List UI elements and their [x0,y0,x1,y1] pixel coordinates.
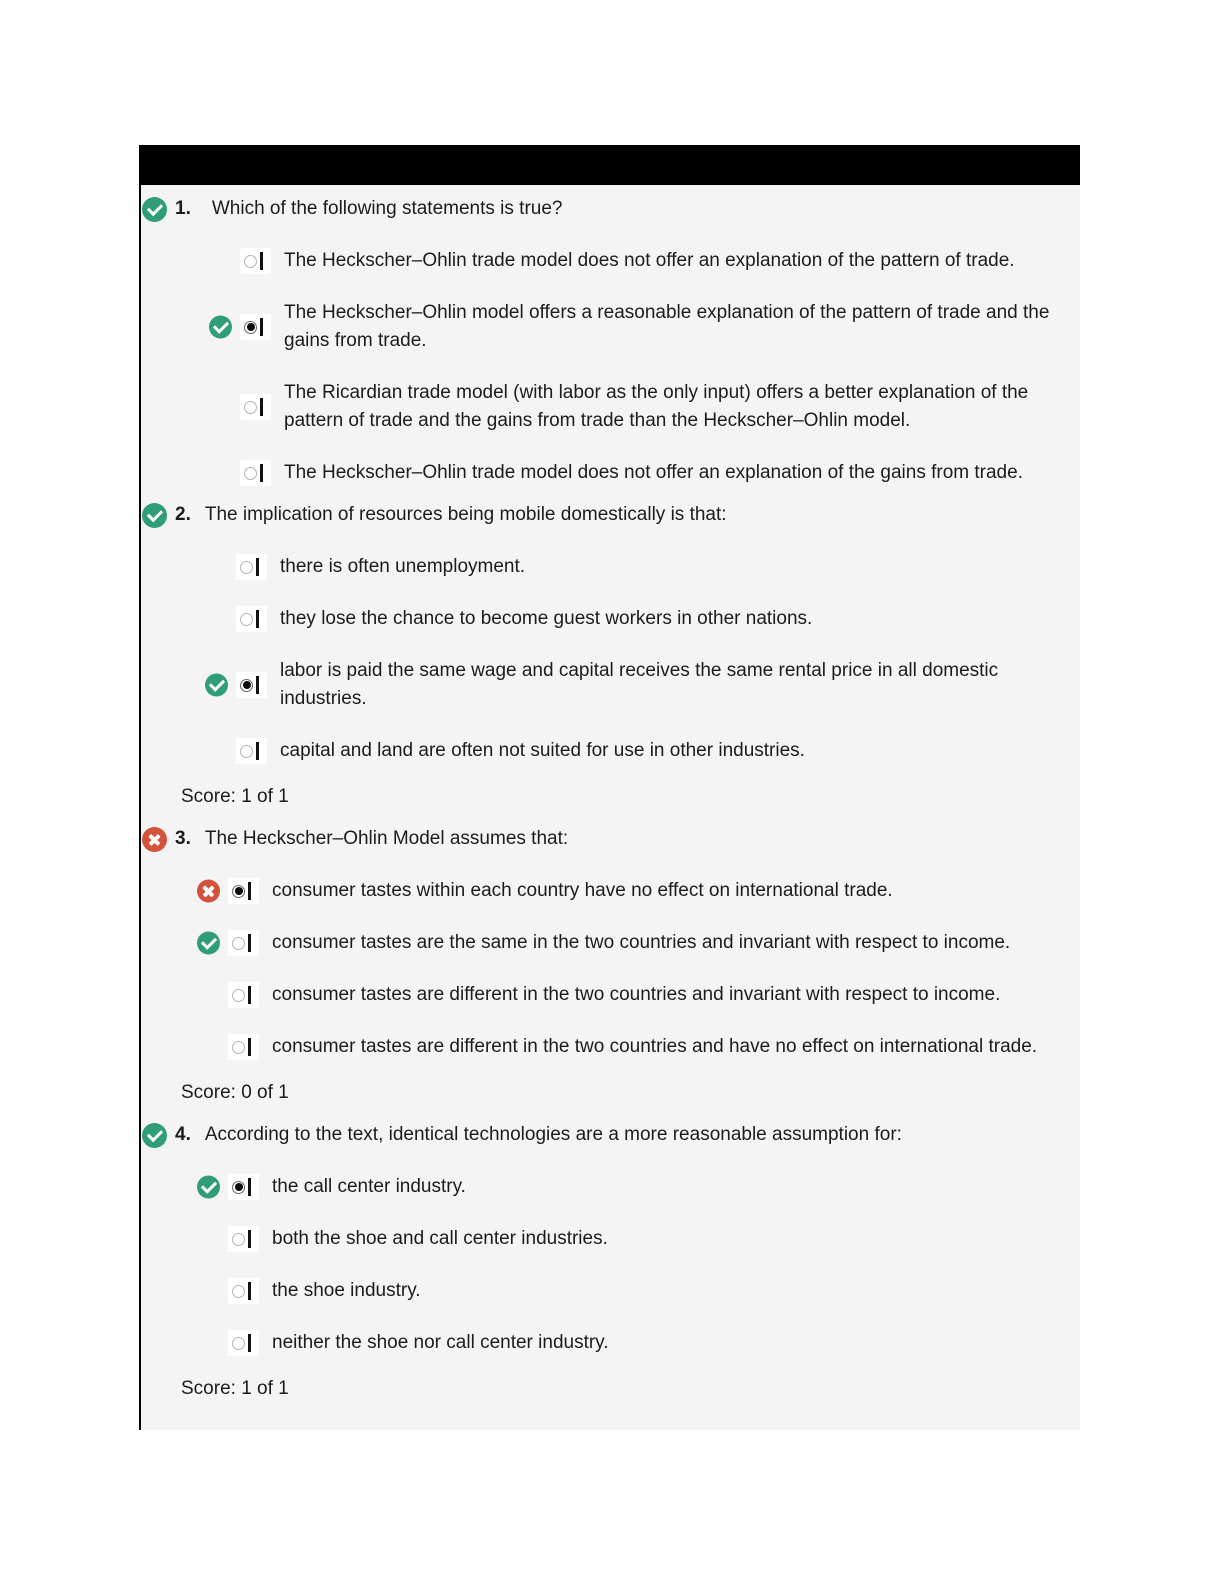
question-block [141,825,1066,1107]
text-cursor [256,558,259,576]
score-text: Score: 1 of 1 [181,1378,289,1399]
option-text: consumer tastes are the same in the two countries and invariant with respect to income. [272,932,1011,953]
radio-circle [244,321,257,334]
radio-circle [232,1041,245,1054]
text-cursor [256,742,259,760]
text-cursor [248,1230,251,1248]
text-cursor [260,318,263,336]
text-cursor [248,1038,251,1056]
radio-circle [244,401,257,414]
option-row [228,1277,1066,1305]
radio-circle [232,1181,245,1194]
x-glyph [148,833,161,846]
question-header [141,195,1066,223]
radio-unselected-icon[interactable] [236,606,267,632]
check-circle-icon [142,197,167,222]
radio-selected-icon[interactable] [228,1174,259,1200]
radio-selected-icon[interactable] [228,878,259,904]
question-number: 4. [175,1124,191,1145]
check-glyph [146,1125,162,1141]
option-row [228,1225,1066,1253]
radio-unselected-icon[interactable] [228,930,259,956]
quiz-content [139,185,1080,1430]
options-list [228,877,1066,1061]
check-glyph [200,933,216,949]
radio-circle [232,885,245,898]
question-block [141,501,1066,811]
radio-circle [240,745,253,758]
option-text: consumer tastes within each country have no effect on international trade. [272,880,893,901]
radio-unselected-icon[interactable] [240,248,271,274]
option-text: consumer tastes are different in the two countries and invariant with respect to income. [272,984,1001,1005]
options-list [236,553,1066,765]
option-text: capital and land are often not suited for use in other industries. [280,740,805,761]
radio-circle [240,561,253,574]
option-row [240,379,1066,435]
option-row [236,737,1066,765]
text-cursor [248,1334,251,1352]
option-row [228,929,1066,957]
radio-selected-icon[interactable] [240,314,271,340]
x-glyph [202,885,215,898]
question-text: The implication of resources being mobile domestically is that: [204,504,727,525]
option-row [228,981,1066,1009]
radio-circle [232,1285,245,1298]
x-circle-icon [197,880,220,903]
score-text: Score: 1 of 1 [181,786,289,807]
question-number: 3. [175,828,191,849]
check-glyph [208,675,224,691]
option-text: the call center industry. [272,1176,466,1197]
x-circle-icon [142,827,167,852]
option-text: the shoe industry. [272,1280,421,1301]
options-list [240,247,1066,487]
radio-unselected-icon[interactable] [228,1330,259,1356]
check-circle-icon [142,503,167,528]
option-text: The Heckscher–Ohlin model offers a reasonable explanation of the pattern of trade and the gains from trade. [284,302,1050,351]
radio-unselected-icon[interactable] [228,1226,259,1252]
check-circle-icon [209,316,232,339]
option-text: labor is paid the same wage and capital receives the same rental price in all domestic industries. [280,660,999,709]
check-circle-icon [142,1123,167,1148]
check-glyph [212,317,228,333]
option-row [236,553,1066,581]
option-row [228,1173,1066,1201]
radio-unselected-icon[interactable] [228,982,259,1008]
radio-circle [232,937,245,950]
radio-circle [232,989,245,1002]
text-cursor [256,676,259,694]
radio-unselected-icon[interactable] [228,1278,259,1304]
radio-circle [244,467,257,480]
question-header [141,1121,1066,1149]
check-glyph [146,505,162,521]
option-text: The Ricardian trade model (with labor as the only input) offers a better explanation of the pattern of trade and the gains from trade than the Heckscher–Ohlin model. [284,382,1029,431]
option-text: consumer tastes are different in the two countries and have no effect on international trade. [272,1036,1038,1057]
text-cursor [256,610,259,628]
option-text: The Heckscher–Ohlin trade model does not offer an explanation of the gains from trade. [284,462,1023,483]
text-cursor [248,934,251,952]
text-cursor [248,882,251,900]
options-list [228,1173,1066,1357]
radio-selected-icon[interactable] [236,672,267,698]
radio-unselected-icon[interactable] [236,554,267,580]
option-row [228,1329,1066,1357]
check-circle-icon [205,674,228,697]
question-block [141,1121,1066,1403]
radio-circle [244,255,257,268]
option-row [240,247,1066,275]
option-text: neither the shoe nor call center industry. [272,1332,609,1353]
option-text: they lose the chance to become guest workers in other nations. [280,608,813,629]
radio-circle [240,679,253,692]
text-cursor [260,464,263,482]
quiz-panel [139,145,1080,1430]
question-header [141,501,1066,529]
check-glyph [146,199,162,215]
option-row [228,1033,1066,1061]
question-number: 1. [175,198,191,219]
option-text: The Heckscher–Ohlin trade model does not offer an explanation of the pattern of trade. [284,250,1015,271]
quiz-header-bar [139,145,1080,185]
question-header [141,825,1066,853]
option-row [240,459,1066,487]
check-glyph [200,1177,216,1193]
text-cursor [248,1282,251,1300]
question-text: Which of the following statements is true? [211,198,563,219]
question-text: According to the text, identical technologies are a more reasonable assumption for: [204,1124,902,1145]
option-row [240,299,1066,355]
option-text: there is often unemployment. [280,556,526,577]
question-number: 2. [175,504,191,525]
text-cursor [260,252,263,270]
text-cursor [260,398,263,416]
question-text: The Heckscher–Ohlin Model assumes that: [204,828,569,849]
radio-circle [232,1233,245,1246]
question-block [141,195,1066,487]
score-text: Score: 0 of 1 [181,1082,289,1103]
option-text: both the shoe and call center industries. [272,1228,608,1249]
option-row [228,877,1066,905]
option-row [236,605,1066,633]
option-row [236,657,1066,713]
radio-circle [240,613,253,626]
radio-circle [232,1337,245,1350]
radio-unselected-icon[interactable] [240,460,271,486]
check-circle-icon [197,1176,220,1199]
text-cursor [248,986,251,1004]
radio-unselected-icon[interactable] [236,738,267,764]
radio-unselected-icon[interactable] [240,394,271,420]
radio-unselected-icon[interactable] [228,1034,259,1060]
text-cursor [248,1178,251,1196]
check-circle-icon [197,932,220,955]
